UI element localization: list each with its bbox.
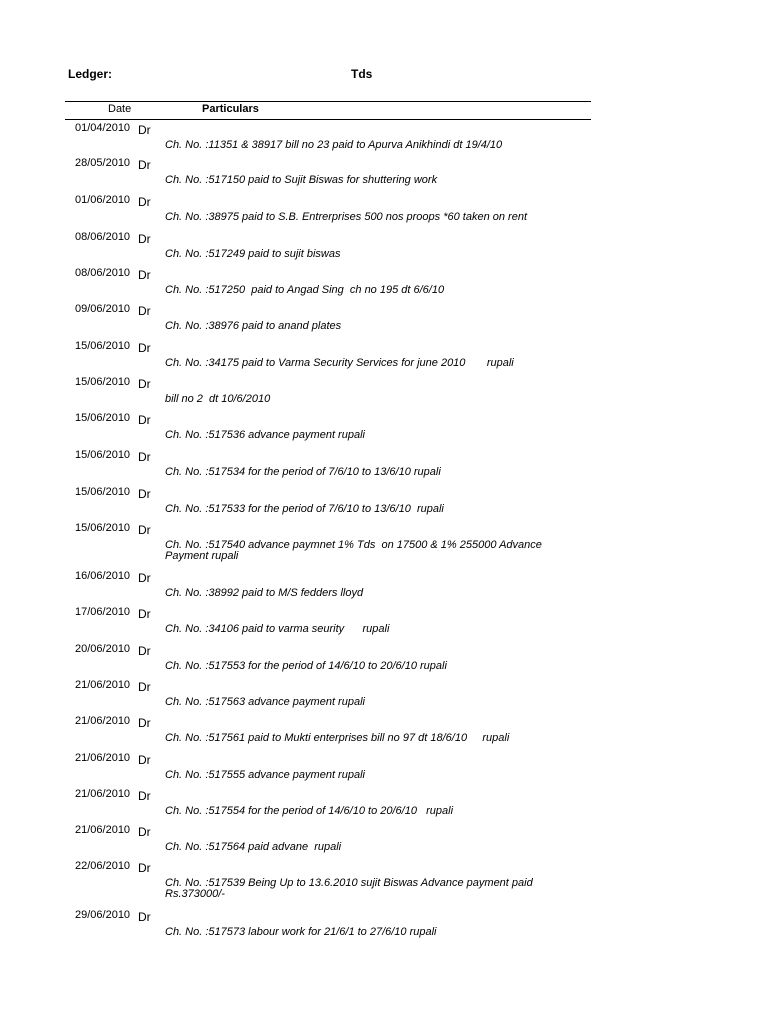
entry-particulars: Ch. No. :517150 paid to Sujit Biswas for shuttering work	[165, 174, 438, 186]
entry-date: 15/06/2010	[75, 486, 131, 498]
entry-date: 15/06/2010	[75, 449, 131, 461]
entry-dr-marker: Dr	[138, 716, 151, 730]
entry-dr-marker: Dr	[138, 377, 151, 391]
entry-particulars: bill no 2 dt 10/6/2010	[165, 393, 271, 405]
entry-dr-marker: Dr	[138, 232, 151, 246]
entry-date: 21/06/2010	[75, 752, 131, 764]
entry-date: 09/06/2010	[75, 303, 131, 315]
entry-date: 21/06/2010	[75, 715, 131, 727]
entry-date: 22/06/2010	[75, 860, 131, 872]
entry-date: 21/06/2010	[75, 788, 131, 800]
entry-particulars: Ch. No. :38975 paid to S.B. Entrerprises 500 nos proops *60 taken on rent	[165, 211, 528, 223]
entry-date: 15/06/2010	[75, 522, 131, 534]
entry-particulars: Ch. No. :517533 for the period of 7/6/10 to 13/6/10 rupali	[165, 503, 444, 515]
entry-particulars: Ch. No. :517573 labour work for 21/6/1 to 27/6/10 rupali	[165, 926, 437, 938]
entry-particulars: Ch. No. :517250 paid to Angad Sing ch no 195 dt 6/6/10	[165, 284, 445, 296]
entry-dr-marker: Dr	[138, 523, 151, 537]
entry-dr-marker: Dr	[138, 268, 151, 282]
entry-date: 01/04/2010	[75, 122, 131, 134]
entry-dr-marker: Dr	[138, 304, 151, 318]
entry-date: 21/06/2010	[75, 679, 131, 691]
entry-particulars: Ch. No. :34175 paid to Varma Security Services for june 2010 rupali	[165, 357, 514, 369]
entry-particulars: Ch. No. :517564 paid advane rupali	[165, 841, 342, 853]
entry-dr-marker: Dr	[138, 644, 151, 658]
entry-date: 29/06/2010	[75, 909, 131, 921]
entry-particulars: Ch. No. :34106 paid to varma seurity rupali	[165, 623, 390, 635]
ledger-label: Ledger:	[68, 67, 113, 81]
entry-dr-marker: Dr	[138, 825, 151, 839]
entry-dr-marker: Dr	[138, 195, 151, 209]
entry-dr-marker: Dr	[138, 571, 151, 585]
entry-date: 21/06/2010	[75, 824, 131, 836]
entry-dr-marker: Dr	[138, 861, 151, 875]
entry-particulars: Ch. No. :517539 Being Up to 13.6.2010 sujit Biswas Advance payment paid Rs.373000/-	[165, 877, 536, 900]
entry-dr-marker: Dr	[138, 607, 151, 621]
entry-particulars: Ch. No. :517249 paid to sujit biswas	[165, 248, 341, 260]
entry-dr-marker: Dr	[138, 341, 151, 355]
entry-date: 08/06/2010	[75, 267, 131, 279]
entry-particulars: Ch. No. :517561 paid to Mukti enterprises bill no 97 dt 18/6/10 rupali	[165, 732, 510, 744]
entry-date: 15/06/2010	[75, 376, 131, 388]
entry-dr-marker: Dr	[138, 910, 151, 924]
entry-particulars: Ch. No. :517555 advance payment rupali	[165, 769, 365, 781]
column-header-date: Date	[108, 103, 132, 115]
entry-dr-marker: Dr	[138, 123, 151, 137]
entry-dr-marker: Dr	[138, 158, 151, 172]
entry-dr-marker: Dr	[138, 753, 151, 767]
entry-dr-marker: Dr	[138, 413, 151, 427]
entry-date: 15/06/2010	[75, 340, 131, 352]
entry-particulars: Ch. No. :38992 paid to M/S fedders lloyd	[165, 587, 364, 599]
entry-particulars: Ch. No. :517553 for the period of 14/6/10 to 20/6/10 rupali	[165, 660, 447, 672]
entry-particulars: Ch. No. :517536 advance payment rupali	[165, 429, 365, 441]
entry-dr-marker: Dr	[138, 789, 151, 803]
entry-dr-marker: Dr	[138, 487, 151, 501]
entry-dr-marker: Dr	[138, 680, 151, 694]
ledger-name: Tds	[351, 67, 373, 81]
entry-particulars: Ch. No. :517554 for the period of 14/6/10 to 20/6/10 rupali	[165, 805, 454, 817]
entry-particulars: Ch. No. :517540 advance paymnet 1% Tds on 17500 & 1% 255000 Advance Payment rupali	[165, 539, 545, 562]
entry-dr-marker: Dr	[138, 450, 151, 464]
entry-particulars: Ch. No. :38976 paid to anand plates	[165, 320, 342, 332]
entry-particulars: Ch. No. :517563 advance payment rupali	[165, 696, 365, 708]
entry-date: 17/06/2010	[75, 606, 131, 618]
entry-date: 16/06/2010	[75, 570, 131, 582]
entry-particulars: Ch. No. :11351 & 38917 bill no 23 paid to Apurva Anikhindi dt 19/4/10	[165, 139, 503, 151]
entry-date: 01/06/2010	[75, 194, 131, 206]
entry-date: 28/05/2010	[75, 157, 131, 169]
entry-particulars: Ch. No. :517534 for the period of 7/6/10 to 13/6/10 rupali	[165, 466, 441, 478]
entry-date: 15/06/2010	[75, 412, 131, 424]
entry-date: 08/06/2010	[75, 231, 131, 243]
entry-date: 20/06/2010	[75, 643, 131, 655]
column-header-particulars: Particulars	[202, 103, 259, 115]
